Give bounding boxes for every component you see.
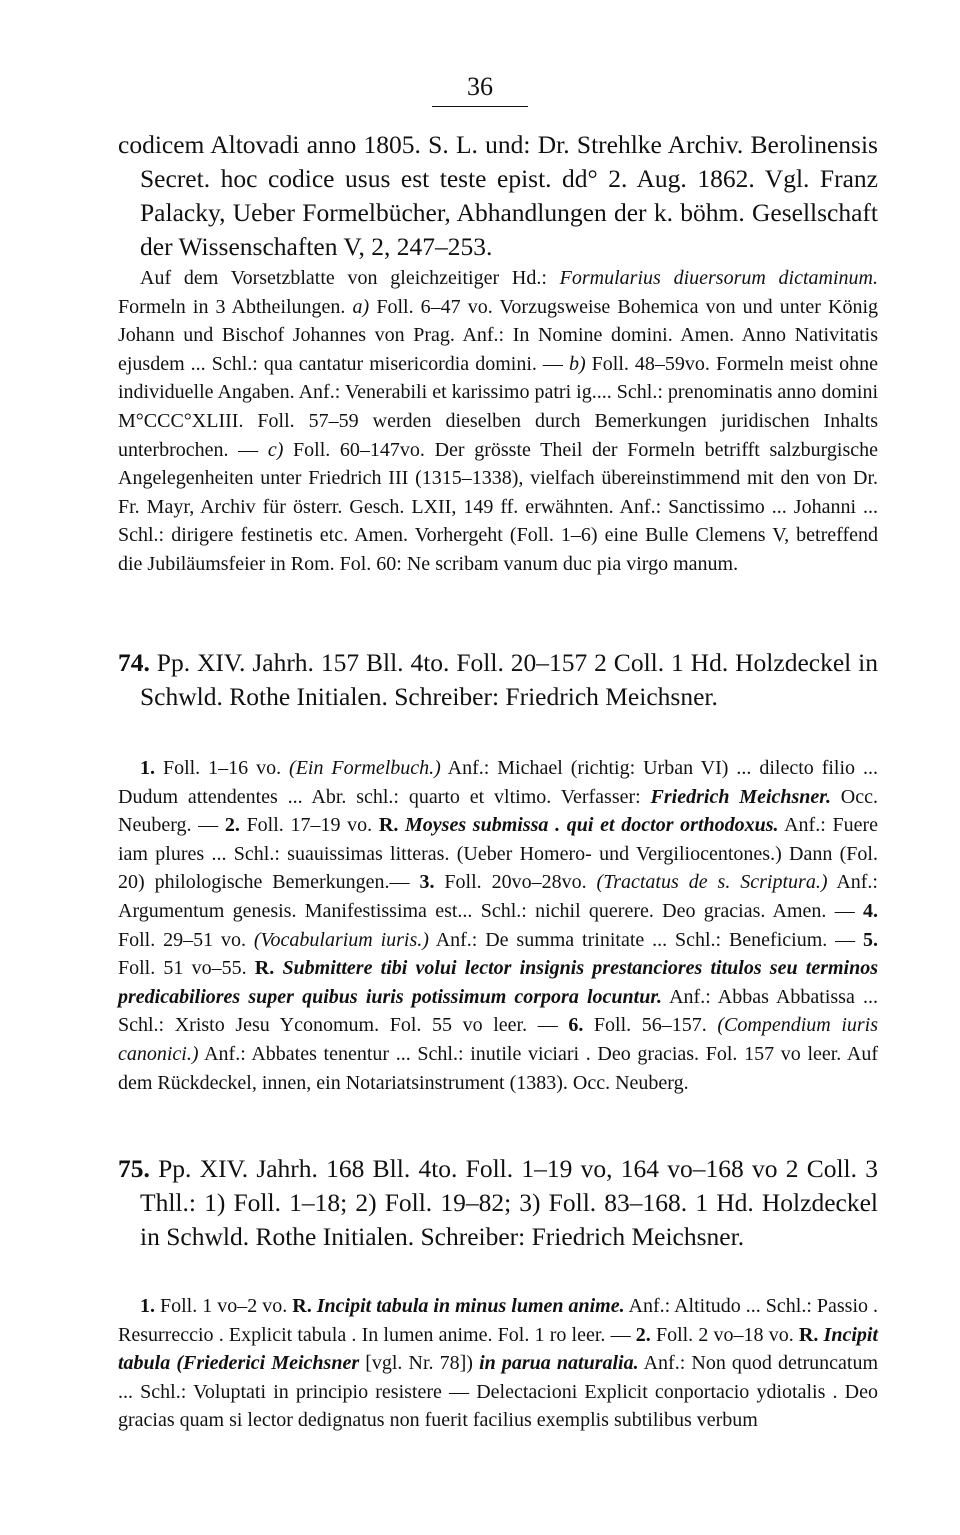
item-number: 6.: [568, 1014, 584, 1037]
page-number: 36: [467, 72, 493, 101]
entry-74-description: [118, 754, 878, 1097]
entry-heading-text: [118, 646, 878, 714]
italic-run: c): [267, 438, 284, 461]
text-run: [vgl. Nr. 78]): [359, 1352, 480, 1375]
entry-75-heading: [118, 1152, 878, 1254]
entry-paragraph: [118, 1292, 878, 1435]
entry-heading-text: [118, 1152, 878, 1254]
bold-italic-run: in parua naturalia.: [479, 1352, 639, 1375]
text-run: Auf dem Vorsetzblatte von gleichzeitiger Hd.:: [140, 267, 560, 289]
intro-continuation: [118, 128, 878, 264]
italic-run: a): [352, 295, 370, 318]
item-number: 1.: [140, 1295, 155, 1317]
text-run: Foll. 60–147vo. Der grösste Theil der Formeln betrifft salzburgische Angelegenheiten unter Friedrich III (1315–1338), vielfach übereinstimmend mit den von Dr. Fr. Mayr, Archiv für österr. Gesch. LXII, 149 ff. erwähnten. Anf.: Sanctissimo ... Johanni ... Schl.: dirigere festinetis etc. Amen. Vorhergeht (Foll. 1–6) eine Bulle Clemens V, betreffend die Jubiläumsfeier in Rom. Fol. 60: Ne scribam vanum duc pia virgo manum.: [118, 438, 878, 575]
text-run: [398, 814, 405, 836]
intro-paragraph: [118, 264, 878, 579]
item-number: 5.: [863, 928, 878, 951]
text-run: Foll. 1 vo–2 vo.: [155, 1295, 293, 1317]
text-run: Foll. 51 vo–55.: [118, 957, 255, 980]
text-run: Anf.: Argumentum genesis. Manifestissima est... Schl.: nichil querere. Deo gracias. Amen. —: [118, 871, 878, 922]
text-run: Formeln in 3 Abtheilungen.: [118, 295, 353, 318]
text-run: Anf.: Michael (richtig: Urban VI) ... dilecto filio ... Dudum attendentes ... Abr. schl.: quarto et vltimo. Verfasser:: [118, 757, 878, 808]
text-run: Anf.: Abbas Abbatissa ... Schl.: Xristo Jesu Yconomum. Fol. 55 vo leer. —: [118, 985, 878, 1037]
bold-italic-run: Submittere tibi volui lector insignis prestanciores titulos seu terminos predicabiliores super quibus iuris potissimum corpora locuntur.: [118, 957, 878, 1008]
text-run: Foll. 20vo–28vo.: [434, 871, 597, 894]
italic-run: (Tractatus de s. Scriptura.): [596, 871, 828, 894]
bold-italic-run: Incipit tabula (Friederici Meichsner: [118, 1323, 878, 1375]
bold-italic-run: Moyses submissa . qui et doctor orthodoxus.: [405, 814, 779, 837]
intro-text: codicem Altovadi anno 1805. S. L. und: Dr. Strehlke Archiv. Berolinensis Secret. hoc codice usus est teste epist. dd° 2. Aug. 1862. Vgl. Franz Palacky, Ueber Formelbücher, Abhandlungen der k. böhm. Gesellschaft der Wissenschaften V, 2, 247–253.: [118, 130, 878, 261]
text-run: Anf.: Non quod detruncatum ... Schl.: Voluptati in principio resistere — Delectacioni Explicit conportacio ydiotalis . Deo gracias quam si lector dedignatus non fuerit facilius exemplis subtilibus verbum: [118, 1352, 879, 1432]
rubric-mark: R.: [378, 814, 399, 837]
entry-paragraph: [118, 754, 878, 1097]
italic-run: Formularius diuersorum dictaminum.: [559, 267, 878, 289]
italic-run: b): [568, 352, 586, 375]
item-number: 1.: [140, 757, 155, 779]
text-run: Foll. 17–19 vo.: [239, 814, 379, 837]
text-run: Foll. 2 vo–18 vo.: [650, 1323, 799, 1346]
text-run: Foll. 1–16 vo.: [155, 757, 290, 779]
item-number: 4.: [863, 899, 878, 922]
rubric-mark: R.: [798, 1323, 819, 1346]
intro-description: [118, 264, 878, 579]
italic-run: (Vocabularium iuris.): [253, 928, 429, 951]
item-number: 3.: [419, 871, 435, 894]
italic-run: (Ein Formelbuch.): [289, 757, 441, 779]
bold-italic-run: Incipit tabula in minus lumen anime.: [316, 1295, 625, 1317]
entry-75-description: [118, 1292, 878, 1435]
text-run: Anf.: Abbates tenentur ... Schl.: inutile viciari . Deo gracias. Fol. 157 vo leer. Auf dem Rückdeckel, innen, ein Notariatsinstrument (1383). Occ. Neuberg.: [118, 1042, 878, 1094]
page-number-rule: [432, 106, 528, 107]
text-run: Foll. 56–157.: [583, 1014, 718, 1037]
item-number: 2.: [224, 814, 240, 837]
text-run: Foll. 48–59vo. Formeln meist ohne individuelle Angaben. Anf.: Venerabili et karissimo patri ig.... Schl.: prenominatis anno domini M°CCC°XLIII. Foll. 57–59 werden dieselben durch Bemerkungen juridischen Inhalts unterbrochen. —: [118, 352, 878, 461]
bold-italic-run: Friedrich Meichsner.: [650, 785, 831, 808]
text-run: Foll. 6–47 vo. Vorzugsweise Bohemica von und unter König Johann und Bischof Johannes von Prag. Anf.: In Nomine domini. Amen. Anno Nativitatis ejusdem ... Schl.: qua cantatur misericordia domini. —: [118, 295, 879, 375]
text-run: Anf.: De summa trinitate ... Schl.: Beneficium. —: [428, 928, 863, 951]
text-run: Foll. 29–51 vo.: [118, 928, 254, 951]
rubric-mark: R.: [254, 957, 275, 980]
item-number: 2.: [635, 1323, 651, 1346]
rubric-mark: R.: [292, 1295, 312, 1317]
italic-run: (Compendium iuris canonici.): [118, 1014, 879, 1065]
entry-74-heading: [118, 646, 878, 714]
text-run: Anf.: Altitudo ... Schl.: Passio . Resurreccio . Explicit tabula . In lumen anime. Fol. 1 ro leer. —: [118, 1295, 879, 1346]
text-run: Occ. Neuberg. —: [118, 785, 879, 837]
entry-number: 74.: [118, 648, 150, 677]
entry-number: 75.: [118, 1154, 150, 1183]
text-run: Pp. XIV. Jahrh. 157 Bll. 4to. Foll. 20–157 2 Coll. 1 Hd. Holzdeckel in Schwld. Rothe Initialen. Schreiber: Friedrich Meichsner.: [140, 648, 878, 711]
text-run: Anf.: Fuere iam plures ... Schl.: suauissimas litteras. (Ueber Homero- und Vergiliocentones.) Dann (Fol. 20) philologische Bemerkungen.—: [118, 814, 878, 894]
text-run: Pp. XIV. Jahrh. 168 Bll. 4to. Foll. 1–19 vo, 164 vo–168 vo 2 Coll. 3 Thll.: 1) Foll. 1–18; 2) Foll. 19–82; 3) Foll. 83–168. 1 Hd. Holzdeckel in Schwld. Rothe Initialen. Schreiber: Friedrich Meichsner.: [140, 1154, 878, 1251]
